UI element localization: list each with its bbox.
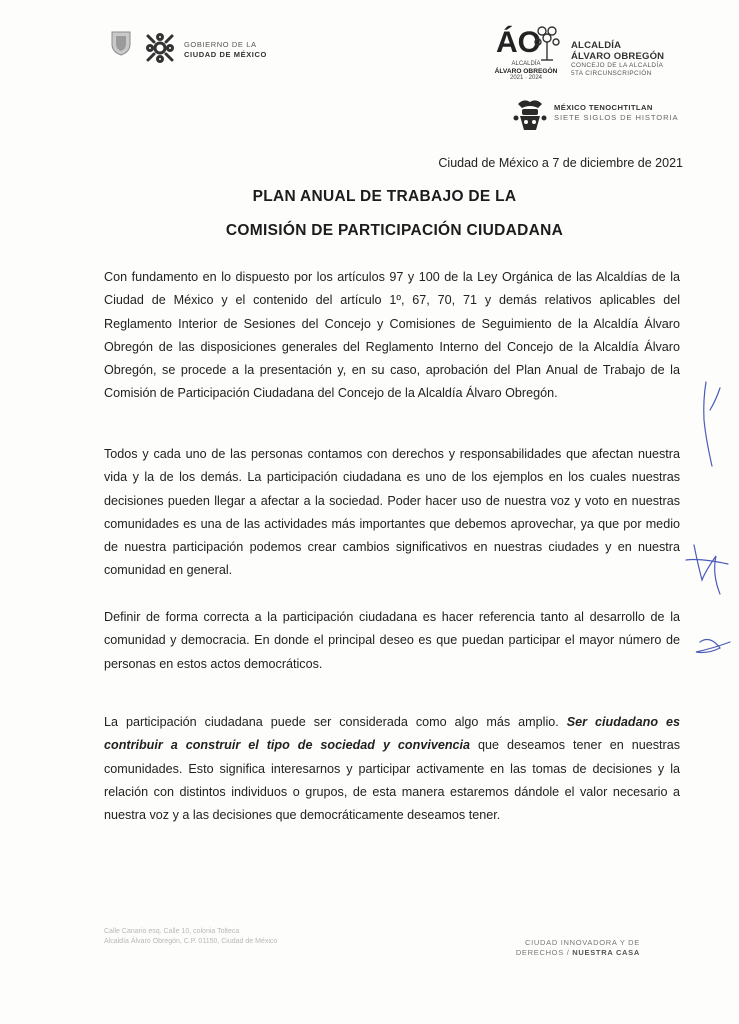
alcaldia-emblem-icon	[494, 22, 564, 62]
tenochtitlan-glyph-icon	[512, 96, 548, 132]
slogan-line1: CIUDAD INNOVADORA Y DE	[524, 938, 640, 947]
gobierno-line1: GOBIERNO DE LA	[184, 40, 257, 49]
gobierno-cdmx-logo-icon	[140, 28, 180, 68]
slogan-line2	[500, 948, 640, 958]
tenochtitlan-line1: MÉXICO TENOCHTITLAN	[554, 103, 653, 112]
mexico-shield-icon	[110, 30, 132, 56]
alcaldia-line2: ÁLVARO OBREGÓN	[571, 51, 665, 62]
slogan-line2-normal: DERECHOS /	[515, 948, 573, 957]
gobierno-line2: CIUDAD DE MÉXICO	[184, 50, 267, 59]
paragraph-4-end: que deseamos tener en nuestras comunidades. Esto significa interesarnos y participar activamente en las tomas de decisiones y la relación con distintos individuos o grupos, de esta manera estaremos dándole el valor necesario a nuestra voz y a las decisiones que democráticamente deseamos tener.	[104, 738, 680, 823]
signature-marks-icon	[676, 380, 739, 680]
paragraph-3: Definir de forma correcta a la participación ciudadana es hacer referencia tanto al desarrollo de la comunidad y democracia. En donde el principal deseo es que puedan participar el mayor número de personas en estos actos democráticos.	[104, 610, 680, 671]
document-title-line2: COMISIÓN DE PARTICIPACIÓN CIUDADANA	[225, 222, 564, 239]
tenochtitlan-text	[554, 103, 678, 123]
emblem-line2: ÁLVARO OBREGÓN	[494, 68, 558, 75]
alcaldia-line4: 5TA CIRCUNSCRIPCIÓN	[571, 69, 652, 77]
alcaldia-line3: CONCEJO DE LA ALCALDÍA	[571, 62, 664, 69]
emblem-line1: ALCALDÍA	[511, 61, 541, 67]
address-line1: Calle Canario esq. Calle 10, colonia Tolteca	[104, 928, 240, 935]
svg-text:ÁO: ÁO	[496, 26, 541, 59]
tenochtitlan-line2: SIETE SIGLOS DE HISTORIA	[554, 113, 679, 122]
gobierno-cdmx-text	[184, 40, 267, 60]
alcaldia-emblem-caption	[488, 61, 564, 82]
paragraph-1: Con fundamento en lo dispuesto por los artículos 97 y 100 de la Ley Orgánica de las Alcaldías de la Ciudad de México y el contenido del artículo 1º, 67, 70, 71 y demás relativos aplicables del Reglamento Interior de Sesiones del Concejo y Comisiones de Seguimiento de la Alcaldía Álvaro Obregón de las disposiciones generales del Reglamento Interno del Concejo de la Alcaldía Álvaro Obregón, se procede a la presentación y, en su caso, aprobación del Plan Anual de Trabajo de la Comisión de Participación Ciudadana del Concejo de la Alcaldía Álvaro Obregón.	[104, 270, 680, 401]
address-line2: Alcaldía Álvaro Obregón, C.P. 01150, Ciudad de México	[104, 938, 278, 945]
document-date: Ciudad de México a 7 de diciembre de 2021	[438, 156, 683, 170]
footer-slogan	[500, 938, 640, 958]
emblem-line3: 2021 · 2024	[509, 75, 543, 81]
slogan-line2-bold: NUESTRA CASA	[572, 948, 640, 957]
alcaldia-text	[571, 40, 664, 77]
document-title-line1: PLAN ANUAL DE TRABAJO DE LA	[252, 188, 517, 205]
paragraph-4-emphasis: Ser ciudadano es contribuir a construir el tipo de sociedad y convivencia	[104, 715, 680, 753]
paragraph-4-start: La participación ciudadana puede ser considerada como algo más amplio.	[104, 715, 567, 729]
footer-address	[104, 927, 277, 947]
alcaldia-line1: ALCALDÍA	[571, 40, 622, 51]
paragraph-2: Todos y cada uno de las personas contamos con derechos y responsabilidades que afectan nuestra vida y la de los demás. La participación ciudadana es uno de los ejemplos en los cuales nuestras decisiones pueden llegar a afectar a la sociedad. Poder hacer uso de nuestra voz y voto en nuestras comunidades es una de las actividades más importantes que debemos aprovechar, ya que por medio de nuestra participación podemos crear cambios significativos en nuestras ciudades y en nuestra comunidad en general.	[104, 447, 680, 578]
paragraph-4	[104, 711, 680, 827]
